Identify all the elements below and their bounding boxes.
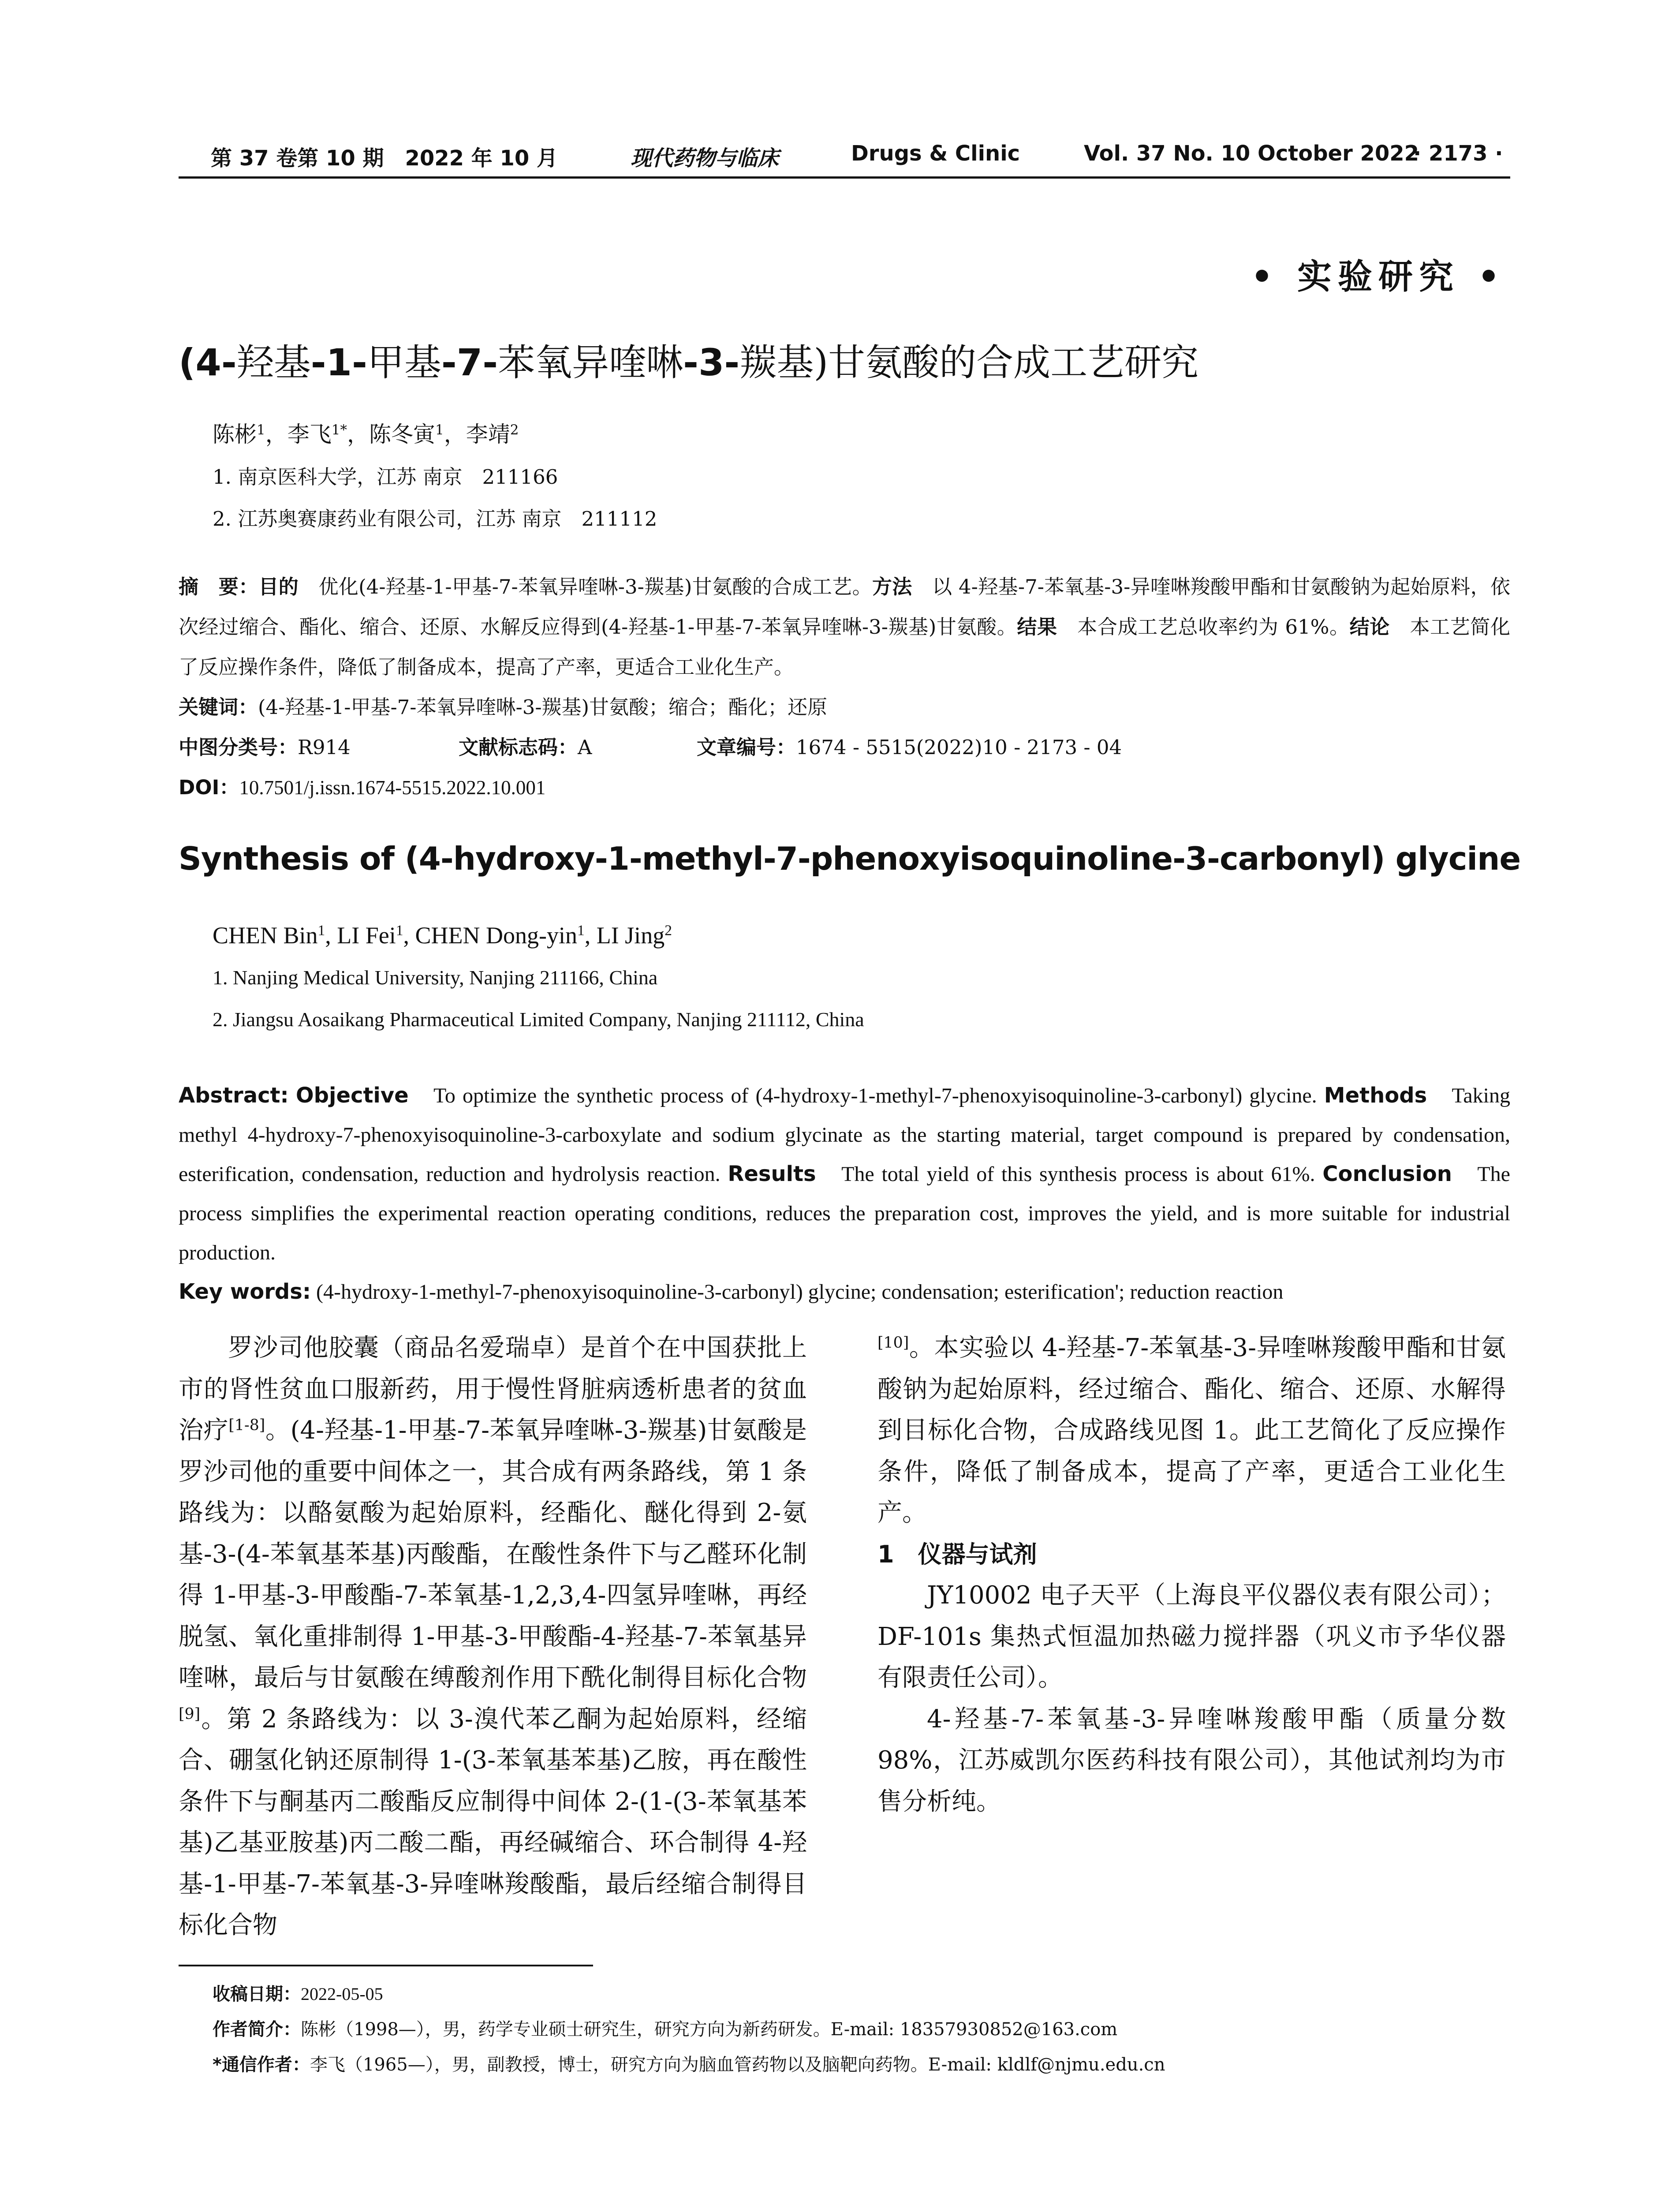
title-cn-part: -7- (441, 341, 498, 384)
body-text: 。(4-羟基-1-甲基-7-苯氧异喹啉-3-羰基)甘氨酸是罗沙司他的重要中间体之一，其合成有两条路线，第 1 条路线为：以酪氨酸为起始原料，经酯化、醚化得到 2-氨基-3-(4-苯氧基苯基)丙酸酯，在酸性条件下与乙醛环化制得 1-甲基-3-甲酸酯-7-苯氧基-1,2,3,4-四氢异喹啉，再经脱氢、氧化重排制得 1-甲基-3-甲酸酯-4-羟基-7-苯氧基异喹啉，最后与甘氨酸在缚酸剂作用下酰化制得目标化合物 (179, 1416, 807, 1692)
author-affil-mark: 1 (396, 922, 403, 939)
section-tag: • 实验研究 • (1251, 257, 1506, 297)
methods-text: 以 4-羟基-7-苯氧基-3-异喹啉羧酸甲酯和甘氨酸钠为起始原料，依次经过缩合、酯化、缩合、还原、水解反应得到(4-羟基-1-甲基-7-苯氧异喹啉-3-羰基)甘氨酸。 (179, 575, 1510, 639)
authors-en (213, 922, 672, 949)
body-paragraph-1 (179, 1327, 807, 1946)
results-text-en: The total yield of this synthesis process is about 61%. (816, 1162, 1315, 1186)
corresponding-text: 李飞（1965—），男，副教授，博士，研究方向为脑血管药物以及脑靶向药物。E-mail: kldlf@njmu.edu.cn (310, 2055, 1165, 2075)
received-label: 收稿日期： (213, 1984, 301, 2004)
citation-ref[interactable]: [10] (877, 1334, 909, 1352)
author-name-en: , CHEN Dong-yin (403, 922, 577, 949)
author-affil-mark: 2 (665, 922, 672, 939)
title-cn-part: 羟基 (236, 341, 311, 384)
title-cn-part: 羰基 (739, 341, 814, 384)
conclusion-text: 本工艺简化了反应操作条件，降低了制备成本，提高了产率，更适合工业化生产。 (179, 615, 1510, 679)
body-paragraph-3: 4-羟基-7-苯氧基-3-异喹啉羧酸甲酯（质量分数 98%，江苏威凯尔医药科技有限公司），其他试剂均为市售分析纯。 (877, 1704, 1506, 1816)
results-label-en: Results (728, 1162, 816, 1186)
header-issue-cn: 第 37 卷第 10 期 2022 年 10 月 (211, 146, 558, 171)
author-name: ，陈冬寅 (347, 422, 435, 447)
author-affil-mark: 1 (435, 422, 444, 438)
footnote-author (213, 2015, 1117, 2041)
body-paragraph-1-cont (877, 1327, 1506, 1534)
title-cn (179, 333, 1198, 386)
header-journal-cn: 现代药物与临床 (631, 147, 779, 170)
title-en: Synthesis of (4-hydroxy-1-methyl-7-phenoxyisoquinoline-3-carbonyl) glycine (179, 840, 1521, 877)
body-column-left (179, 1327, 807, 1946)
body-paragraph-2: JY10002 电子天平（上海良平仪器仪表有限公司）；DF-101s 集热式恒温加热磁力搅拌器（巩义市予华仪器有限责任公司）。 (877, 1581, 1506, 1692)
doi-line (179, 767, 1510, 808)
abstract-cn-label: 摘 要： (179, 575, 259, 598)
corresponding-label: *通信作者： (213, 2055, 310, 2075)
affiliation-en-1: 1. Nanjing Medical University, Nanjing 211166, China (213, 966, 658, 989)
keywords-en-label: Key words: (179, 1279, 311, 1304)
doi-label: DOI： (179, 776, 239, 799)
abstract-en (179, 1076, 1510, 1272)
author-affil-mark: 1 (577, 922, 585, 939)
citation-ref[interactable]: [1-8] (228, 1416, 265, 1434)
author-name: ，李飞 (265, 422, 332, 447)
header-journal-en: Drugs & Clinic (851, 141, 1020, 166)
affiliation-cn-1: 1. 南京医科大学，江苏 南京 211166 (213, 465, 558, 489)
results-text: 本合成工艺总收率约为 61%。 (1057, 615, 1350, 639)
article-number-value: 1674 - 5515(2022)10 - 2173 - 04 (796, 736, 1122, 759)
results-label: 结果 (1017, 615, 1057, 639)
conclusion-label: 结论 (1349, 615, 1390, 639)
body-text: 。第 2 条路线为：以 3-溴代苯乙酮为起始原料，经缩合、硼氢化钠还原制得 1-(3-苯氧基苯基)乙胺，再在酸性条件下与酮基丙二酸酯反应制得中间体 2-(1-(3-苯氧基苯基)乙基亚胺基)丙二酸二酯，再经碱缩合、环合制得 4-羟基-1-甲基-7-苯氧基-3-异喹啉羧酸酯，最后经缩合制得目标化合物 (179, 1704, 807, 1940)
objective-label-en: Objective (295, 1083, 409, 1108)
received-date: 2022-05-05 (301, 1984, 383, 2004)
footnote-rule (179, 1965, 593, 1966)
header-rule (179, 176, 1510, 179)
methods-label: 方法 (872, 575, 912, 598)
footnote-corresponding (213, 2051, 1165, 2076)
title-cn-part: -3- (683, 341, 740, 384)
title-cn-part: (4- (179, 341, 237, 384)
objective-label: 目的 (258, 575, 299, 598)
header-page-number: · 2173 · (1413, 141, 1503, 166)
author-affil-mark: 1 (257, 422, 265, 438)
title-cn-part: )甘氨酸的合成工艺研究 (814, 341, 1199, 384)
header-issue-en: Vol. 37 No. 10 October 2022 (1084, 141, 1419, 166)
affiliation-en-2: 2. Jiangsu Aosaikang Pharmaceutical Limited Company, Nanjing 211112, China (213, 1008, 864, 1031)
author-name-en: , LI Fei (325, 922, 396, 949)
author-bio-label: 作者简介： (213, 2019, 301, 2040)
author-name-en: , LI Jing (584, 922, 665, 949)
keywords-en (179, 1272, 1510, 1312)
keywords-cn-label: 关键词： (179, 695, 258, 719)
body-column-right (877, 1327, 1506, 1822)
article-number-label: 文章编号： (697, 736, 796, 759)
author-affil-mark: 1* (331, 422, 347, 438)
conclusion-text-en: The process simplifies the experimental reaction operating conditions, reduces the preparation cost, improves the yield, and is more suitable for industrial production. (179, 1162, 1510, 1264)
authors-cn (213, 417, 519, 448)
keywords-cn-text: (4-羟基-1-甲基-7-苯氧异喹啉-3-羰基)甘氨酸；缩合；酯化；还原 (258, 695, 828, 719)
clc-label: 中图分类号： (179, 736, 298, 759)
body-text: 。本实验以 4-羟基-7-苯氧基-3-异喹啉羧酸甲酯和甘氨酸钠为起始原料，经过缩合、酯化、缩合、还原、水解得到目标化合物，合成路线见图 1。此工艺简化了反应操作条件，降低了制备成本，提高了产率，更适合工业化生产。 (877, 1334, 1506, 1527)
abstract-en-label: Abstract: (179, 1083, 289, 1108)
title-cn-part: 苯氧异喹啉 (498, 341, 683, 384)
title-cn-part: 甲基 (367, 341, 441, 384)
clc-value: R914 (298, 736, 351, 759)
doc-code-value: A (578, 736, 592, 759)
body-text: 罗沙司他胶囊（商品名爱瑞卓）是首个在中国获批上市的肾性贫血口服新药，用于慢性肾脏病透析患者的贫血治疗 (179, 1334, 807, 1445)
affiliation-cn-2: 2. 江苏奥赛康药业有限公司，江苏 南京 211112 (213, 507, 657, 531)
methods-label-en: Methods (1324, 1083, 1427, 1108)
author-name: ，李靖 (444, 422, 510, 447)
footnote-received (213, 1980, 383, 2005)
title-cn-part: -1- (310, 341, 367, 384)
section-heading-1: 1 仪器与试剂 (877, 1540, 1037, 1568)
citation-ref[interactable]: [9] (179, 1705, 201, 1723)
conclusion-label-en: Conclusion (1322, 1162, 1452, 1186)
doc-code (459, 727, 723, 767)
objective-text: 优化(4-羟基-1-甲基-7-苯氧异喹啉-3-羰基)甘氨酸的合成工艺。 (299, 575, 872, 598)
doc-code-label: 文献标志码： (459, 736, 578, 759)
author-affil-mark: 2 (510, 422, 519, 438)
doi-value[interactable]: 10.7501/j.issn.1674-5515.2022.10.001 (239, 777, 546, 799)
article-number (697, 727, 1226, 767)
methods-text-en: Taking methyl 4-hydroxy-7-phenoxyisoquinoline-3-carboxylate and sodium glycinate as the starting material, target compound is prepared by condensation, esterification, condensation, reduction and hydrolysis reaction. (179, 1084, 1511, 1186)
objective-text-en: To optimize the synthetic process of (4-hydroxy-1-methyl-7-phenoxyisoquinoline-3-carbonyl) glycine. (408, 1084, 1317, 1107)
keywords-cn (179, 687, 1510, 727)
author-affil-mark: 1 (317, 922, 325, 939)
author-bio-text: 陈彬（1998—），男，药学专业硕士研究生，研究方向为新药研发。E-mail: 18357930852@163.com (301, 2019, 1118, 2040)
author-name-en: CHEN Bin (213, 922, 318, 949)
keywords-en-text: (4-hydroxy-1-methyl-7-phenoxyisoquinoline-3-carbonyl) glycine; condensation; esterification'; reduction reaction (311, 1280, 1284, 1304)
author-name: 陈彬 (213, 422, 257, 447)
abstract-cn (179, 567, 1510, 687)
